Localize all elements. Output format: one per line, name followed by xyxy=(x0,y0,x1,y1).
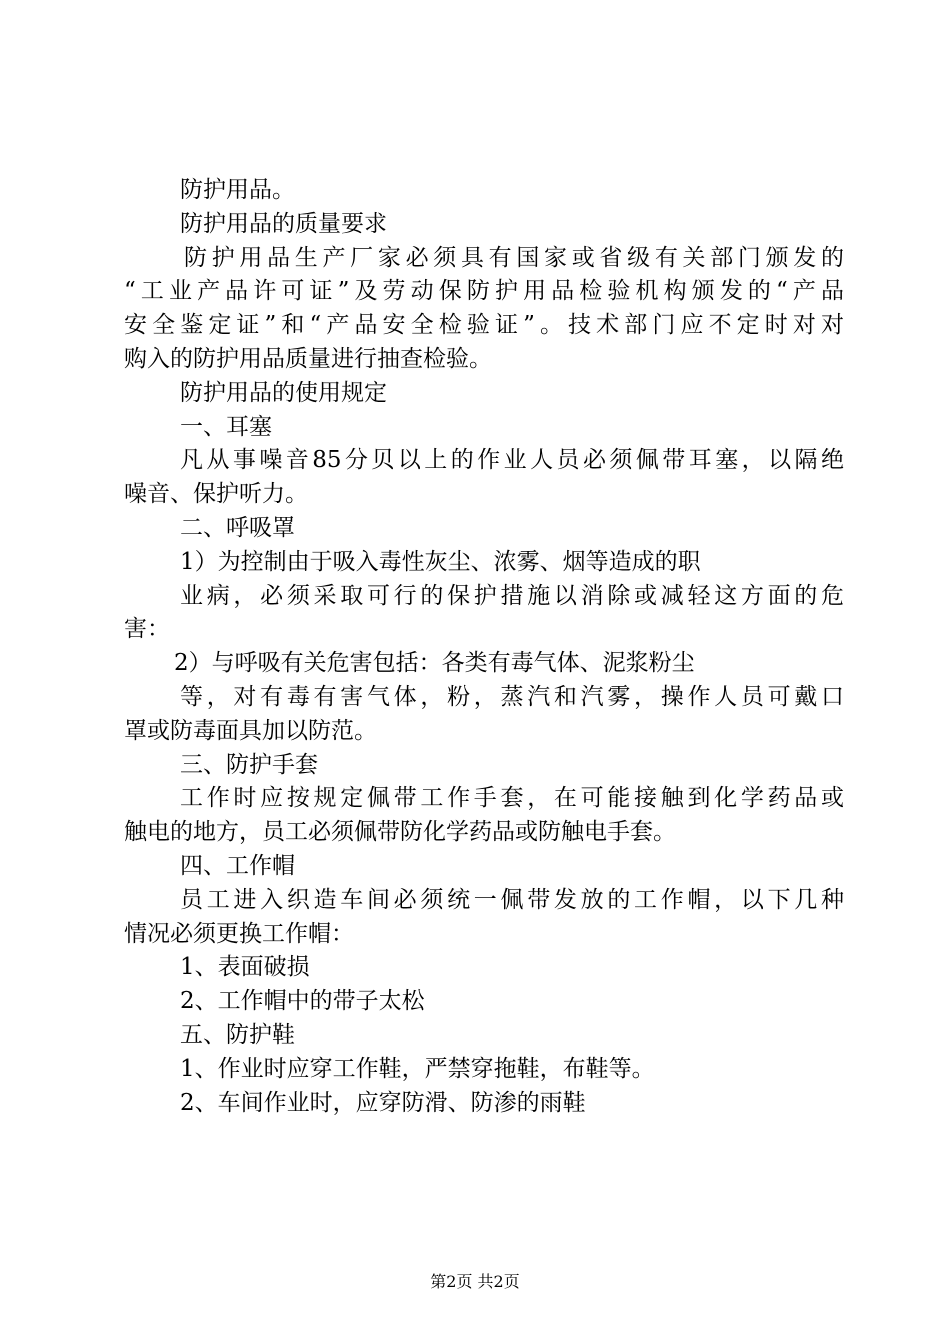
document-line: 防护用品的质量要求 xyxy=(180,210,387,237)
document-line: 触电的地方，员工必须佩带防化学药品或防触电手套。 xyxy=(124,819,676,846)
document-line: 安全鉴定证”和“产品安全检验证”。技术部门应不定时对对 xyxy=(124,312,844,339)
document-line: 一、耳塞 xyxy=(180,413,272,440)
document-line: 害： xyxy=(124,616,170,643)
document-line: 防护用品。 xyxy=(180,177,295,203)
document-line: 防护用品生产厂家必须具有国家或省级有关部门颁发的 xyxy=(184,244,844,271)
document-line: 噪音、保护听力。 xyxy=(124,481,308,508)
document-line: 1、作业时应穿工作鞋，严禁穿拖鞋，布鞋等。 xyxy=(180,1055,655,1082)
document-line: 工作时应按规定佩带工作手套，在可能接触到化学药品或 xyxy=(180,785,844,812)
document-line: 员工进入织造车间必须统一佩带发放的工作帽，以下几种 xyxy=(180,886,844,913)
document-line: 1、表面破损 xyxy=(180,954,310,981)
page-footer: 第2页 共2页 xyxy=(430,1272,520,1291)
document-line: 业病，必须采取可行的保护措施以消除或减轻这方面的危 xyxy=(180,582,844,609)
document-line: 凡从事噪音85分贝以上的作业人员必须佩带耳塞，以隔绝 xyxy=(180,447,844,474)
document-line: 二、呼吸罩 xyxy=(180,514,295,541)
document-line: 情况必须更换工作帽： xyxy=(124,920,354,947)
document-line: 1）为控制由于吸入毒性灰尘、浓雾、烟等造成的职 xyxy=(180,548,701,575)
document-line: 四、工作帽 xyxy=(180,852,295,879)
document-line: 等，对有毒有害气体，粉，蒸汽和汽雾，操作人员可戴口 xyxy=(180,683,844,710)
document-body xyxy=(124,174,844,1120)
document-line: 2、工作帽中的带子太松 xyxy=(180,988,425,1015)
document-line: 购入的防护用品质量进行抽查检验。 xyxy=(124,345,492,372)
document-line: 2）与呼吸有关危害包括：各类有毒气体、泥浆粉尘 xyxy=(174,650,695,677)
document-line: “工业产品许可证”及劳动保防护用品检验机构颁发的“产品 xyxy=(124,278,844,305)
document-line: 2、车间作业时，应穿防滑、防渗的雨鞋 xyxy=(180,1089,586,1116)
document-line: 五、防护鞋 xyxy=(180,1021,295,1048)
document-line: 罩或防毒面具加以防范。 xyxy=(124,717,377,744)
document-line: 三、防护手套 xyxy=(180,751,318,778)
document-line: 防护用品的使用规定 xyxy=(180,379,387,406)
